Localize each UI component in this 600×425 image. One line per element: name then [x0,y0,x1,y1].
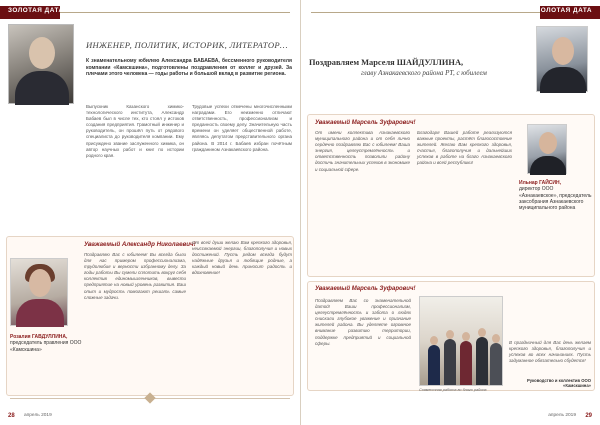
portrait-face [29,37,55,69]
portrait-suit [530,156,566,175]
ornament-divider [10,381,290,399]
greeting-title-2: Уважаемый Марсель Зуфарович! [315,286,416,292]
page-footer: апрель 2019 [548,413,576,418]
group-photo-caption: Совместная работа во благо района [419,388,487,392]
person-figure [444,339,456,385]
portrait-shaidullin [536,26,588,92]
greeting-column-2: От всей души желаю Вам крепкого здоровья, неиссякаемой энергии, благополучия и новых достижений. Пусть рядом всегда будут надёжные друзья и любящие родные, а каждый новый день приносит радость и вдохновение! [192,240,292,276]
portrait-body [16,299,64,327]
section-label: ЗОЛОТАЯ ДАТА [536,7,592,14]
portrait-suit [540,67,586,93]
caption-name: Ильнар ГАЙСИН, [519,180,562,186]
greeting-2-column-1: Поздравляем Вас со знаменательной датой! Ваши профессионализм, целеустремлённость и забота о людях снискали глубокое уважение и признание жителей района. Вы уделяете огромное внимание развитию территории, поддержке предприятий и социальной сферы. [315,298,411,346]
page-number: 29 [585,413,592,419]
section-label: ЗОЛОТАЯ ДАТА [8,7,64,14]
portrait-gavdullina [10,258,68,326]
caption-role: председатель правления ООО «Камскшина» [10,340,82,353]
person-figure [428,345,440,385]
greeting-title-1: Уважаемый Марсель Зуфарович! [315,120,416,126]
person-figure [476,337,488,385]
page-footer: апрель 2019 [24,413,52,418]
greeting-column-1: Поздравляю Вас с юбилеем! Вы всегда были для нас примером профессионализма, трудолюбия и верности избранному делу. За годы работы Вы сумели сплотить вокруг себя коллектив единомышленников, вывести предприятие на новый уровень развития. Ваш опыт и мудрость помогают решать самые сложные задачи. [84,252,186,300]
article-headline: ИНЖЕНЕР, ПОЛИТИК, ИСТОРИК, ЛИТЕРАТОР… [86,40,288,50]
person-figure [460,341,472,385]
portrait-babaev [8,24,74,104]
header-rule [311,12,540,13]
greeting-signature: Руководство и коллектив ООО «Камскшина» [526,378,591,389]
portrait-suit [15,71,69,105]
caption-role: директор ООО «Азнакаевское», председатель заксобрания Азнакаевского муниципального района [519,186,592,212]
article-lead: К знаменательному юбилею Александра БАБАЕВА, бессменного руководителя компании «Камскшина», подготовлены поздравления от коллег и друзей. За плечами этого человека — годы работы и большой вклад в развитие региона. [86,58,292,78]
header-rule [60,12,290,13]
greeting-2-column-2: В праздничный для Вас день желаем крепкого здоровья, благополучия и успехов во всех начинаниях. Пусть задуманное обязательно сбудется! [509,340,591,364]
article-column-2: Трудовые успехи отмечены многочисленными наградами. Его неизменно отличают ответственность, профессионализм и преданность своему делу. Значительную часть времени он уделяет общественной работе, являясь депутатом представительного органа района. В 2014 г. Бабаев избран почётным гражданином Азнакаевского района. [192,104,292,152]
portrait-caption [519,180,593,211]
group-photo [419,296,503,386]
portrait-face [552,37,574,65]
greeting-1-column-1: От имени коллектива Азнакаевского муниципального района и от себя лично сердечно поздравляю Вас с юбилеем! Ваша энергия, целеустремлённость и ответственность позволили району достичь значительных успехов в экономике и социальной сфере. [315,130,410,172]
greeting-title: Уважаемый Александр Николаевич! [84,241,196,248]
right-page [300,0,600,425]
portrait-face [539,132,557,154]
article-column-1: Выпускник Казанского химико-технологического института, Александр Бабаев был в числе тех, кто стоял у истоков создания предприятия. Грамотный инженер и руководитель, он прошёл путь от рядового специалиста до руководителя компании. Ему присуждено звание заслуженного химика, он автор научных работ и книг по истории родного края. [86,104,184,158]
caption-name: Розалия ГАВДУЛЛИНА, [10,334,68,340]
person-figure [490,343,502,385]
portrait-face [29,269,51,297]
article-subheadline: главу Азнакаевского района РТ, с юбилеем [361,69,487,77]
article-headline: Поздравляем Марселя ШАЙДУЛЛИНА, [309,58,464,67]
greeting-1-column-2: Благодаря Вашей работе реализуются важные проекты, растёт благосостояние жителей. Желаю Вам крепкого здоровья, счастья, благополучия и дальнейших успехов в работе на благо Азнакаевского района и всей республики! [417,130,512,166]
portrait-gaisin [527,124,567,174]
portrait-caption [10,334,82,353]
page-number: 28 [8,413,15,419]
